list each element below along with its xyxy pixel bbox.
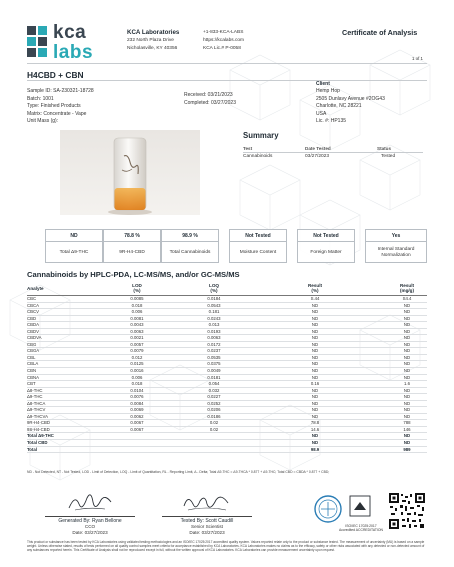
received-date: Received: 03/21/2023 <box>184 92 233 98</box>
summary-divider <box>243 152 423 153</box>
sample-type: Type: Finished Products <box>27 103 81 110</box>
header-result-label: Result <box>307 283 323 288</box>
header-loq <box>199 283 229 294</box>
result-pct-cell: ND <box>311 400 319 406</box>
result-box <box>229 229 287 263</box>
summary-date-tested: 03/27/2023 <box>305 154 330 159</box>
lod-cell: 0.0067 <box>130 420 144 426</box>
completed-date: Completed: 03/27/2023 <box>184 99 236 106</box>
analyte-cell: 9S-H4-CBD <box>27 426 50 432</box>
product-title: H4CBD + CBN <box>27 70 84 80</box>
result-pct-cell: ND <box>311 302 319 308</box>
signer-name: Generated By: Ryan Bellone <box>58 518 122 524</box>
result-mg-cell: ND <box>403 440 411 446</box>
lod-cell: 0.0104 <box>130 387 144 393</box>
table-total-row <box>27 447 427 454</box>
result-box-value: Not Tested <box>298 230 354 242</box>
loq-cell: 0.0206 <box>207 407 221 413</box>
result-box <box>365 229 427 263</box>
sample-info <box>27 88 94 126</box>
result-mg-cell: ND <box>403 394 411 400</box>
analyte-cell: Total Δ9-THC <box>27 433 54 439</box>
result-pct-cell: 0.16 <box>310 381 320 387</box>
table-body <box>27 296 427 453</box>
loq-cell: 0.0535 <box>207 354 221 360</box>
result-pct-cell: 14.6 <box>310 426 320 432</box>
analyte-cell: CBGA <box>27 348 40 354</box>
loq-cell: 0.0184 <box>207 296 221 301</box>
result-pct-cell: ND <box>311 433 319 439</box>
lab-address-line2: Nicholasville, KY 40356 <box>127 46 178 51</box>
ilac-mra-seal-icon <box>313 494 343 524</box>
kca-labs-logo <box>27 24 117 64</box>
analyte-cell: CBL <box>27 354 36 360</box>
loq-cell: 0.0252 <box>207 400 221 406</box>
analyte-cell: Δ9-THCVA <box>27 413 48 419</box>
summary-title: Summary <box>243 131 279 140</box>
result-box <box>103 229 161 263</box>
signer-date: Date: 03/27/2023 <box>72 530 108 535</box>
loq-cell: 0.0186 <box>207 413 221 419</box>
result-pct-cell: ND <box>311 348 319 354</box>
batch: Batch: 1001 <box>27 95 54 102</box>
header-loq-label: LOQ <box>209 283 219 288</box>
lod-cell: 0.018 <box>131 381 143 387</box>
analyte-cell: Δ8-THCA <box>27 400 46 406</box>
loq-cell: 0.054 <box>208 381 220 387</box>
result-box <box>161 229 219 263</box>
analyte-cell: Total <box>27 446 37 452</box>
product-photo <box>60 130 200 215</box>
header-result-unit: (%) <box>311 288 319 294</box>
result-pct-cell: ND <box>311 374 319 380</box>
result-mg-cell: ND <box>403 400 411 406</box>
client-info <box>316 81 385 125</box>
result-box <box>297 229 355 263</box>
result-pct-cell: ND <box>311 341 319 347</box>
table-header <box>27 282 427 296</box>
analyte-cell: CBG <box>27 341 37 347</box>
result-box-value: Yes <box>366 230 426 242</box>
lod-cell: 0.0081 <box>130 315 144 321</box>
lod-cell: 0.0079 <box>130 348 144 354</box>
analyte-cell: Δ9-THCV <box>27 407 46 413</box>
signature-scribble-icon <box>180 492 235 514</box>
analyte-cell: Δ8-THC <box>27 387 43 393</box>
result-pct-cell: ND <box>311 361 319 367</box>
client-line: Charlotte, NC 28221 <box>316 103 362 110</box>
result-mg-cell: ND <box>403 348 411 354</box>
result-box-label: 9R-H4-CBD <box>119 250 145 255</box>
header-result-pct <box>300 283 330 294</box>
result-mg-cell: ND <box>403 335 411 341</box>
signature-line <box>162 516 252 517</box>
lab-name: KCA Laboratories <box>127 29 180 36</box>
result-box-label: Total Δ9-THC <box>59 250 89 255</box>
lab-address-line1: 232 North Plaza Drive <box>127 38 174 43</box>
result-pct-cell: 98.9 <box>310 446 320 452</box>
signer-role: Senior Scientist <box>191 524 223 529</box>
lod-cell: 0.0067 <box>130 426 144 432</box>
result-pct-cell: S.44 <box>310 296 320 301</box>
loq-cell: 0.181 <box>208 309 220 315</box>
result-box-label: Foreign Matter <box>310 250 342 255</box>
analyte-cell: Total CBD <box>27 440 48 446</box>
analyte-cell: CBD <box>27 315 37 321</box>
qr-code-icon[interactable] <box>388 492 426 530</box>
header-divider <box>27 63 427 64</box>
result-box-value: 78.8 % <box>104 230 160 242</box>
result-mg-cell: ND <box>403 354 411 360</box>
client-line: USA <box>316 110 327 117</box>
unit-mass: Unit Mass (g): <box>27 118 59 125</box>
table-footnote: ND - Not Detected, NT - Not Tested, LOD - Limit of Detection, LOQ - Limit of Quantitation, RL - Reporting Limit, Δ - Delta; Total Δ9-THC = Δ9-THCA * 0.877 + Δ9-THC; Total CBD = CBDA * 0.877 + CBD; <box>27 470 330 474</box>
header-result-mg-label: Result <box>399 283 415 288</box>
result-mg-cell: 788 <box>403 420 411 426</box>
lab-phone: +1-833-KCA-LABS <box>203 30 244 35</box>
loq-cell: 0.0543 <box>207 302 221 308</box>
header-analyte: Analyte <box>27 286 44 291</box>
header-lod-unit: (%) <box>133 288 141 294</box>
analyte-cell: CBT <box>27 381 36 387</box>
result-pct-cell: ND <box>311 394 319 400</box>
result-box-value: 98.9 % <box>162 230 218 242</box>
analyte-cell: CBNA <box>27 374 39 380</box>
lod-cell: 0.0062 <box>130 413 144 419</box>
result-pct-cell: ND <box>311 315 319 321</box>
sample-id: Sample ID: SA-230321-18728 <box>27 88 94 94</box>
result-mg-cell: ND <box>403 315 411 321</box>
result-pct-cell: ND <box>311 387 319 393</box>
result-pct-cell: ND <box>311 440 319 446</box>
loq-cell: 0.0227 <box>207 394 221 400</box>
analyte-cell: CBDV <box>27 328 39 334</box>
lod-cell: 0.0085 <box>130 296 144 301</box>
loq-cell: 0.0172 <box>207 341 221 347</box>
logo-word-labs: labs <box>53 42 94 63</box>
result-box-value: Not Tested <box>230 230 286 242</box>
lod-cell: 0.0057 <box>130 341 144 347</box>
analyte-cell: CBN <box>27 368 37 374</box>
result-mg-cell: ND <box>403 309 411 315</box>
result-pct-cell: ND <box>311 322 319 328</box>
summary-col-status: Status <box>377 146 392 151</box>
analyte-cell: CBLA <box>27 361 39 367</box>
result-pct-cell: ND <box>311 407 319 413</box>
lod-cell: 0.006 <box>131 309 143 315</box>
disclaimer: This product or substance has been tested by KCA Laboratories using validated testing methodologies and an ISO/IEC 17025:2017 accredited quality system. Values reported relate only to the product or substance tested. The measurement of uncertainty (MU) is based on a sample weight. Unless otherwise stated, results of tests performed on all quality control samples meet criteria for acceptance established by KCA Laboratories. KCA Laboratories makes no claims as to the efficacy, safety or other risks associated with any detected or non-detected amount of any substances reported herein. This Certificate of Analysis shall not be reproduced except in full, without the written approval of KCA Laboratories. KCA Laboratories can provide measurement uncertainty upon request. <box>27 540 425 553</box>
result-mg-cell: ND <box>403 368 411 374</box>
result-mg-cell: ND <box>403 361 411 367</box>
accreditation-text: ISO/IEC 17025:2017 Accredited ACCREDITATION <box>339 524 383 532</box>
header-lod <box>122 283 152 294</box>
result-box <box>45 229 103 263</box>
client-line: Hemp Hop <box>316 88 340 95</box>
lod-cell: 0.0076 <box>130 394 144 400</box>
summary-test-name: Cannabinoids <box>243 154 273 159</box>
lod-cell: 0.0069 <box>130 407 144 413</box>
signer-role: CCO <box>84 524 96 529</box>
header-lod-label: LOD <box>132 283 142 288</box>
result-mg-cell: ND <box>403 374 411 380</box>
loq-cell: 0.0193 <box>207 328 221 334</box>
result-box-label: Moisture Content <box>239 250 277 255</box>
result-mg-cell: ND <box>403 341 411 347</box>
result-mg-cell: ND <box>403 413 411 419</box>
cannabinoids-table <box>27 282 427 453</box>
lod-cell: 0.0043 <box>130 322 144 328</box>
lod-cell: 0.006 <box>131 374 143 380</box>
logo-word-kca: kca <box>53 22 87 43</box>
sample-dates <box>184 92 236 107</box>
analyte-cell: CBCV <box>27 309 39 315</box>
result-pct-cell: 78.8 <box>310 420 320 426</box>
header-loq-unit: (%) <box>210 288 218 294</box>
loq-cell: 0.0181 <box>207 374 221 380</box>
result-mg-cell: ND <box>403 387 411 393</box>
loq-cell: 0.013 <box>208 322 220 328</box>
loq-cell: 0.0375 <box>207 361 221 367</box>
lab-website[interactable]: https://kcalabs.com <box>203 38 245 43</box>
result-pct-cell: ND <box>311 368 319 374</box>
loq-cell: 0.0243 <box>207 315 221 321</box>
loq-cell: 0.032 <box>208 387 220 393</box>
result-pct-cell: ND <box>311 328 319 334</box>
result-mg-cell: ND <box>403 322 411 328</box>
result-pct-cell: ND <box>311 413 319 419</box>
lod-cell: 0.0021 <box>130 335 144 341</box>
analyte-cell: CBDVA <box>27 335 42 341</box>
loq-cell: 0.02 <box>209 420 219 426</box>
result-box-label: Internal Standard Normalization <box>377 247 415 258</box>
header-result-mg <box>387 283 427 294</box>
analyte-cell: CBCA <box>27 302 39 308</box>
result-mg-cell: ND <box>403 407 411 413</box>
result-box-label: Total Cannabinoids <box>169 250 211 255</box>
analyte-cell: Δ9-THC <box>27 394 43 400</box>
signature-line <box>45 516 135 517</box>
analyte-cell: 9R-H4-CBD <box>27 420 50 426</box>
loq-cell: 0.02 <box>209 426 219 432</box>
result-mg-cell: 1.6 <box>404 381 410 387</box>
lod-cell: 0.0063 <box>130 328 144 334</box>
header-result-mg-unit: (mg/g) <box>399 288 415 294</box>
client-heading: Client <box>316 81 330 87</box>
lod-cell: 0.0125 <box>130 361 144 367</box>
signer-date: Date: 03/27/2023 <box>189 530 225 535</box>
client-line: 2505 Dunlavy Avenue #2OG43 <box>316 95 385 102</box>
result-pct-cell: ND <box>311 354 319 360</box>
cannabinoids-section-title: Cannabinoids by HPLC-PDA, LC-MS/MS, and/or GC-MS/MS <box>27 270 240 279</box>
lod-cell: 0.0016 <box>130 368 144 374</box>
loq-cell: 0.0063 <box>207 335 221 341</box>
lod-cell: 0.0084 <box>130 400 144 406</box>
summary-status: Tested <box>381 154 396 159</box>
result-mg-cell: ND <box>403 433 411 439</box>
signature-scribble-icon <box>65 492 115 514</box>
summary-col-test: Test <box>243 146 253 151</box>
summary-col-date: Date Tested <box>305 146 331 151</box>
result-mg-cell: 989 <box>403 446 411 452</box>
result-pct-cell: ND <box>311 335 319 341</box>
result-mg-cell: S4.4 <box>402 296 412 301</box>
result-box-value: ND <box>46 230 102 242</box>
signer-name: Tested By: Scott Caudill <box>180 518 234 524</box>
page-number: 1 of 1 <box>412 56 423 61</box>
kca-logo-mark-icon <box>27 26 49 60</box>
result-mg-cell: ND <box>403 328 411 334</box>
lod-cell: 0.012 <box>131 354 143 360</box>
accreditation-badge-icon <box>348 494 372 522</box>
document-title: Certificate of Analysis <box>342 28 418 37</box>
analyte-cell: CBC <box>27 296 37 301</box>
result-mg-cell: ND <box>403 302 411 308</box>
lab-license: KCA Lic.# P-0058 <box>203 46 241 51</box>
matrix: Matrix: Concentrate - Vape <box>27 110 87 117</box>
result-pct-cell: ND <box>311 309 319 315</box>
loq-cell: 0.0237 <box>207 348 221 354</box>
result-mg-cell: 146 <box>403 426 411 432</box>
client-line: Lic. #: HP135 <box>316 118 347 125</box>
lod-cell: 0.018 <box>131 302 143 308</box>
analyte-cell: CBDA <box>27 322 39 328</box>
loq-cell: 0.0049 <box>207 368 221 374</box>
